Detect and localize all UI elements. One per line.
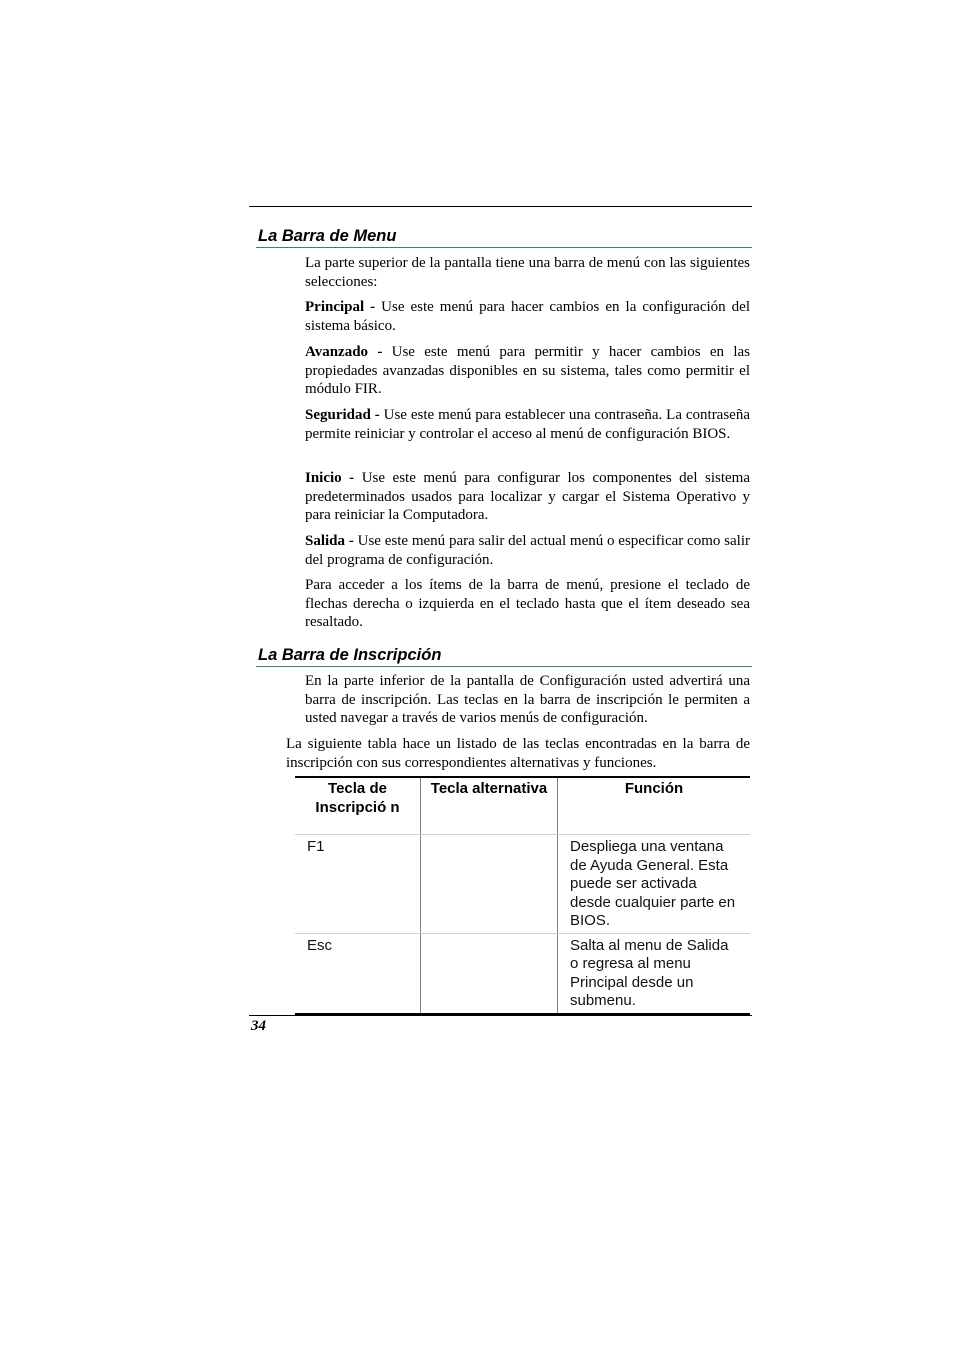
term-salida: Salida - <box>305 533 354 549</box>
desc-salida: Use este menú para salir del actual menú o especificar como salir del programa de configuración. <box>305 533 751 568</box>
menu-bar-intro: La parte superior de la pantalla tiene una barra de menú con las siguientes selecciones: <box>305 255 750 290</box>
top-rule <box>249 206 752 207</box>
cell-alternative <box>421 835 558 934</box>
table-row <box>295 835 750 934</box>
menu-item-inicio <box>305 469 750 525</box>
desc-seguridad: Use este menú para establecer una contraseña. La contraseña permite reiniciar y controlar el acceso al menú de configuración BIOS. <box>305 407 750 442</box>
keys-table <box>295 776 750 1015</box>
bottom-rule <box>249 1015 752 1016</box>
section-heading-menu-bar: La Barra de Menu <box>258 226 752 248</box>
cell-key: F1 <box>295 835 421 934</box>
term-principal: Principal - <box>305 299 376 315</box>
table-header-row <box>295 777 750 835</box>
term-avanzado: Avanzado - <box>305 344 383 360</box>
header-function: Función <box>558 777 751 835</box>
menu-item-seguridad <box>305 406 750 443</box>
menu-item-avanzado <box>305 343 750 399</box>
cell-function: Salta al menu de Salida o regresa al menu Principal desde un submenu. <box>558 933 751 1014</box>
cell-key: Esc <box>307 936 333 954</box>
page-number: 34 <box>251 1018 266 1034</box>
cell-function: Despliega una ventana de Ayuda General. Esta puede ser activada desde cualquier parte en BIOS. <box>558 835 751 934</box>
term-seguridad: Seguridad - <box>305 407 380 423</box>
term-inicio: Inicio - <box>305 470 355 486</box>
table-row <box>295 933 750 1014</box>
section-heading-status-bar: La Barra de Inscripción <box>258 645 752 667</box>
cell-alternative <box>421 933 558 1014</box>
menu-item-principal <box>305 298 750 335</box>
desc-avanzado: Use este menú para permitir y hacer cambios en las propiedades avanzadas disponibles en su sistema, tales como permitir el módulo FIR. <box>305 344 750 397</box>
desc-inicio: Use este menú para configurar los componentes del sistema predeterminados usados para localizar y cargar el Sistema Operativo y para reiniciar la Computadora. <box>305 470 750 523</box>
status-bar-intro: En la parte inferior de la pantalla de Configuración usted advertirá una barra de inscripción. Las teclas en la barra de inscripción le permiten a usted navegar a través de varios menús de configuración. <box>305 673 750 726</box>
menu-bar-closing: Para acceder a los ítems de la barra de menú, presione el teclado de flechas derecha o izquierda en el teclado hasta que el ítem deseado sea resaltado. <box>305 577 750 630</box>
desc-principal: Use este menú para hacer cambios en la configuración del sistema básico. <box>305 299 750 334</box>
table-intro: La siguiente tabla hace un listado de las teclas encontradas en la barra de inscripción con sus correspondientes alternativas y funciones. <box>286 736 750 771</box>
menu-item-salida <box>305 532 750 569</box>
header-key: Tecla de Inscripció n <box>295 777 421 835</box>
header-alternative: Tecla alternativa <box>421 777 558 835</box>
